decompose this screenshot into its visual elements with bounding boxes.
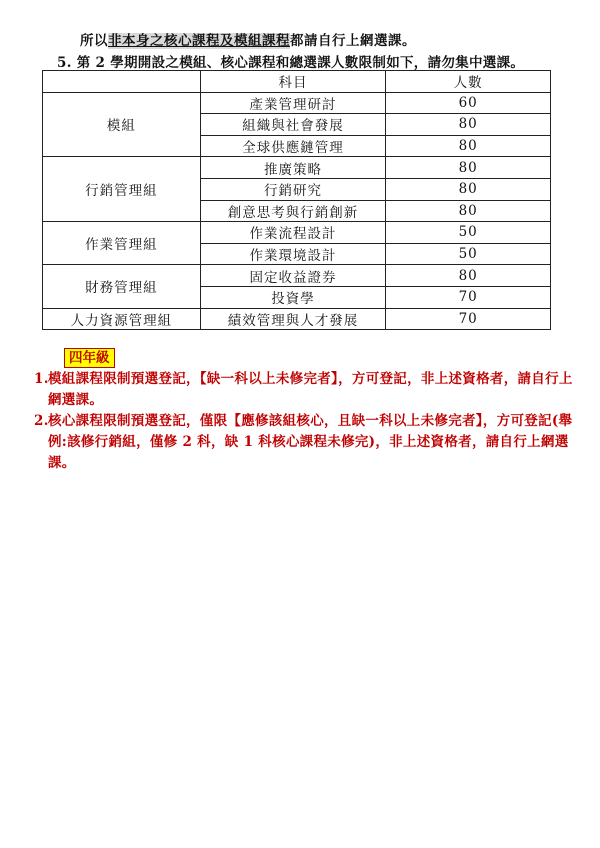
- course-name: 產業管理研討: [200, 92, 386, 114]
- note-text: 核心課程限制預選登記，僅限【應修該組核心，且缺一科以上未修完者】，方可登記(舉例:該修行銷組，僅修 2 科，缺 1 科核心課程未修完)，非上述資格者，請自行上網選課。: [48, 413, 573, 471]
- item-5-number: 5.: [57, 55, 72, 71]
- course-count: 70: [386, 286, 551, 308]
- course-count: 80: [386, 135, 551, 157]
- course-count: 70: [386, 308, 551, 330]
- course-limit-table: [42, 70, 551, 330]
- course-count: 50: [386, 222, 551, 244]
- note-number: 1.: [34, 371, 49, 387]
- group-name: 行銷管理組: [43, 157, 201, 222]
- table-row: [43, 265, 551, 287]
- note-2: [34, 411, 574, 474]
- course-name: 作業環境設計: [200, 243, 386, 265]
- group-name: 人力資源管理組: [43, 308, 201, 330]
- course-name: 全球供應鏈管理: [200, 135, 386, 157]
- course-count: 80: [386, 265, 551, 287]
- course-name: 創意思考與行銷創新: [200, 200, 386, 222]
- header-count: 人數: [386, 71, 551, 93]
- group-name: 作業管理組: [43, 222, 201, 265]
- course-name: 行銷研究: [200, 178, 386, 200]
- course-name: 固定收益證券: [200, 265, 386, 287]
- table-row: [43, 157, 551, 179]
- intro-suffix: 都請自行上網選課。: [290, 33, 416, 49]
- table-row: [43, 222, 551, 244]
- group-name: 模組: [43, 92, 201, 157]
- course-name: 組織與社會發展: [200, 114, 386, 136]
- note-number: 2.: [34, 413, 49, 429]
- course-count: 80: [386, 178, 551, 200]
- grade-badge: 四年級: [64, 348, 115, 368]
- course-name: 推廣策略: [200, 157, 386, 179]
- course-name: 績效管理與人才發展: [200, 308, 386, 330]
- course-count: 50: [386, 243, 551, 265]
- note-text: 模組課程限制預選登記，【缺一科以上未修完者】，方可登記，非上述資格者，請自行上網選課。: [48, 371, 573, 408]
- intro-highlight: 非本身之核心課程及模組課程: [108, 33, 290, 49]
- course-name: 投資學: [200, 286, 386, 308]
- header-group: [43, 71, 201, 93]
- note-1: [34, 369, 574, 411]
- intro-prefix: 所以: [80, 33, 108, 49]
- table-header-row: [43, 71, 551, 93]
- course-name: 作業流程設計: [200, 222, 386, 244]
- course-count: 80: [386, 114, 551, 136]
- course-count: 80: [386, 157, 551, 179]
- intro-line: [80, 29, 416, 49]
- course-count: 80: [386, 200, 551, 222]
- header-course: 科目: [200, 71, 386, 93]
- table-row: [43, 308, 551, 330]
- course-count: 60: [386, 92, 551, 114]
- table-row: [43, 92, 551, 114]
- item-5-text: 第 2 學期開設之模組、核心課程和總選課人數限制如下，請勿集中選課。: [76, 55, 525, 71]
- group-name: 財務管理組: [43, 265, 201, 308]
- item-5: [57, 51, 524, 71]
